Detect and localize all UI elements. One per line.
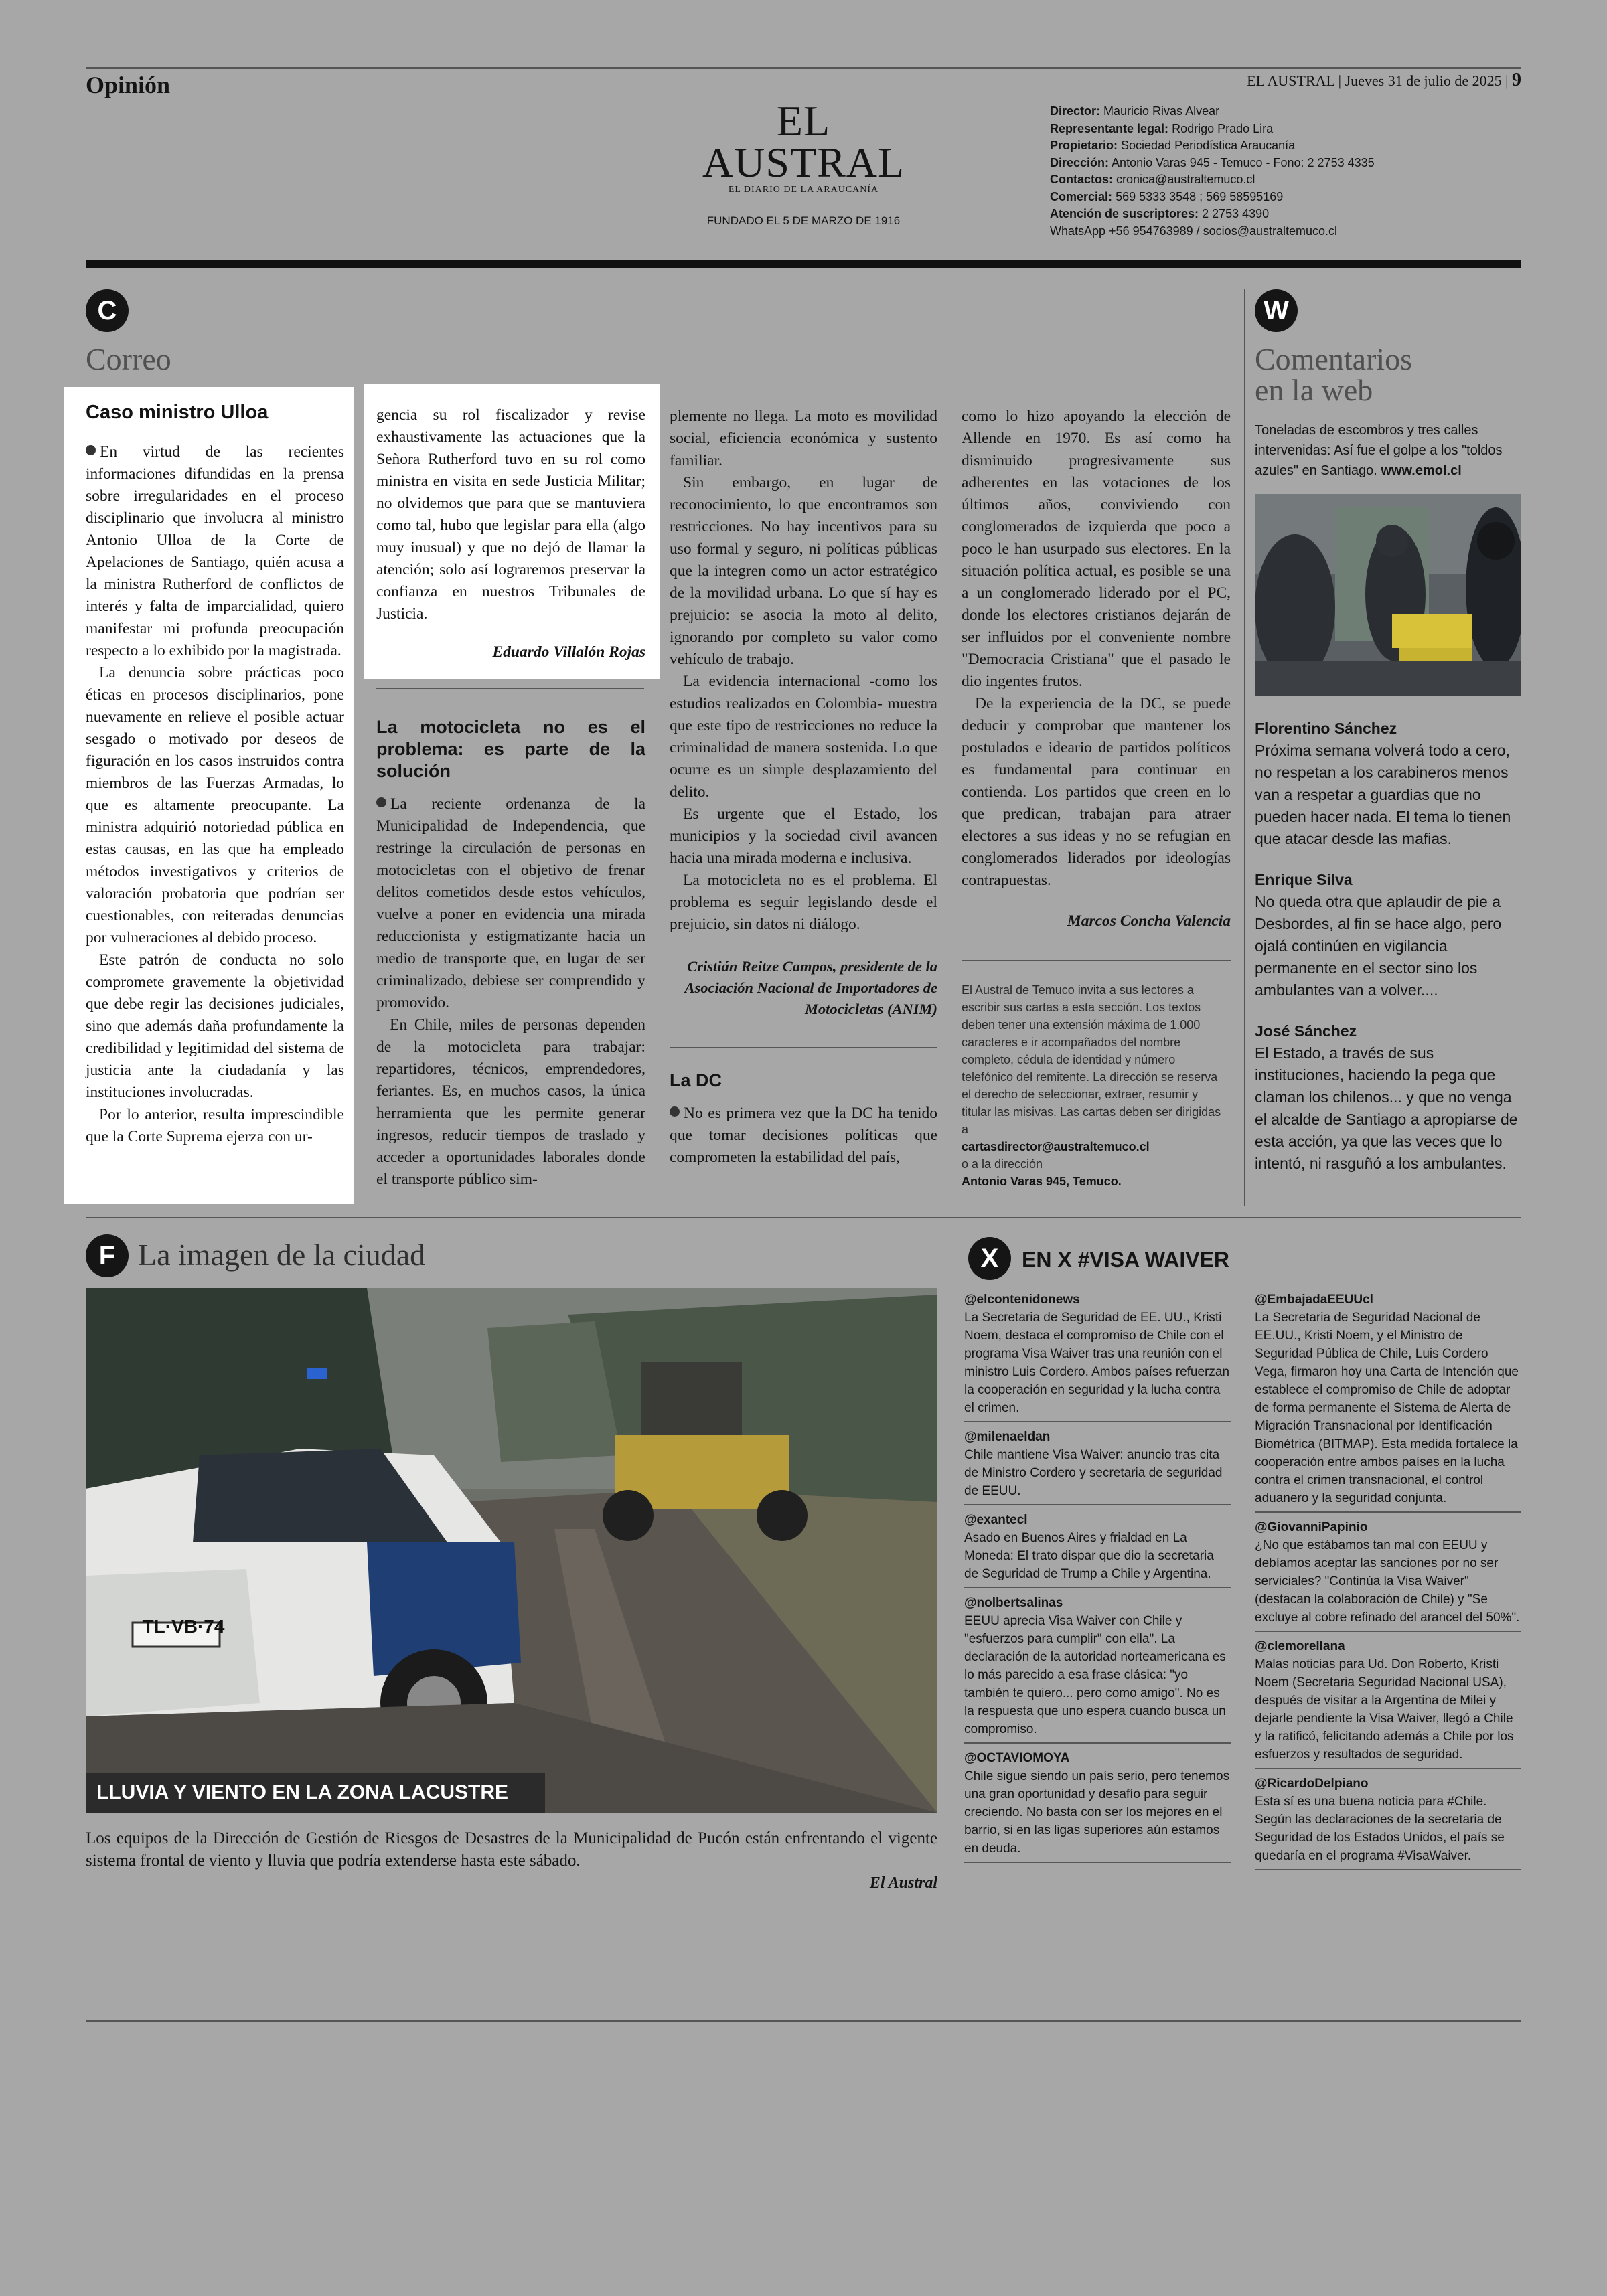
letter-ulloa-signature: Eduardo Villalón Rojas bbox=[492, 643, 645, 661]
photo-caption: Los equipos de la Dirección de Gestión de Riesgos de Desastres de la Municipalidad de Pucón están enfrentando el vigente sistema frontal de viento y lluvia que podría extenderse hasta este sábado. bbox=[86, 1829, 937, 1870]
tweet[interactable] bbox=[964, 1428, 1231, 1505]
divider bbox=[376, 688, 644, 689]
page-number: 9 bbox=[1512, 70, 1521, 90]
header-thick-rule bbox=[86, 260, 1521, 268]
tweet-handle: @clemorellana bbox=[1255, 1639, 1345, 1653]
x-column-left bbox=[964, 1291, 1231, 1868]
footer-rule bbox=[86, 2020, 1521, 2022]
tweet-handle: @milenaeldan bbox=[964, 1430, 1051, 1444]
tweet-handle: @exantecl bbox=[964, 1513, 1028, 1527]
staff-line: Dirección: Antonio Varas 945 - Temuco - Fono: 2 2753 4335 bbox=[1050, 155, 1375, 169]
comentarios-badge: W bbox=[1255, 289, 1298, 332]
section-divider bbox=[86, 1217, 1521, 1218]
tweet-handle: @OCTAVIOMOYA bbox=[964, 1751, 1070, 1765]
comment-text: No queda otra que aplaudir de pie a Desbordes, al fin se hace algo, pero ojalá continúen en vigilancia permanente en el sector sino los ambulantes van a volver.... bbox=[1255, 893, 1502, 999]
comment-author: José Sánchez bbox=[1255, 1022, 1357, 1040]
dateline-date: Jueves 31 de julio de 2025 bbox=[1345, 72, 1502, 89]
tweet[interactable] bbox=[964, 1511, 1231, 1588]
comentarios-list bbox=[1255, 718, 1521, 1194]
tweet[interactable] bbox=[964, 1749, 1231, 1863]
paragraph: De la experiencia de la DC, se puede deducir y comprobar que mantener los postulados e ideario de partidos políticos es fundamental para continuar en contienda. Los partidos que creen en lo que predican, trabajan para atraer electores a sus ideas y no se refugian en conglomerados liderados por ideologías contrapuestas. bbox=[962, 695, 1231, 889]
staff-line: WhatsApp +56 954763989 / socios@australtemuco.cl bbox=[1050, 224, 1338, 238]
column-divider bbox=[1244, 289, 1245, 1206]
paragraph: Por lo anterior, resulta imprescindible que la Corte Suprema ejerza con ur- bbox=[86, 1106, 344, 1145]
tweet-handle: @GiovanniPapinio bbox=[1255, 1520, 1368, 1534]
letter-ulloa-col2 bbox=[364, 384, 660, 679]
paragraph: Este patrón de conducta no solo compromete gravemente la objetividad que debe regir las decisiones judiciales, sino que además daña profundamente la credibilidad y legitimidad del sistema de justicia ante la ciudadanía y las instituciones involucradas. bbox=[86, 951, 344, 1101]
dateline: EL AUSTRAL | Jueves 31 de julio de 2025 | 9 bbox=[1247, 70, 1521, 90]
bullet-icon bbox=[86, 445, 96, 455]
letters-address: Antonio Varas 945, Temuco. bbox=[962, 1175, 1122, 1188]
paragraph: Es urgente que el Estado, los municipios y la sociedad civil avancen hacia una mirada moderna e inclusiva. bbox=[670, 805, 937, 867]
tweet-text: Chile sigue siendo un país serio, pero tenemos una gran oportunidad y desafío para seguir creciendo. No basta con ser los mejores en el barrio, si en las ligas superiores aún estamos en deuda. bbox=[964, 1769, 1230, 1856]
staff-line: Propietario: Sociedad Periodística Araucanía bbox=[1050, 139, 1296, 152]
tweet-text: Asado en Buenos Aires y frialdad en La Moneda: El trato dispar que dio la secretaria de Seguridad de Trump a Chile y Argentina. bbox=[964, 1531, 1214, 1581]
paragraph: En Chile, miles de personas dependen de la motocicleta para trabajar: repartidores, técnicos, emprendedores, feriantes. Es, en muchos casos, la única herramienta que les permite generar ingresos, reducir tiempos de traslado y acceder a oportunidades laborales donde el transporte público sim- bbox=[376, 1016, 645, 1188]
letter-ulloa-headline: Caso ministro Ulloa bbox=[86, 402, 269, 423]
dateline-paper: EL AUSTRAL bbox=[1247, 72, 1335, 89]
header-rule bbox=[86, 67, 1521, 69]
license-plate: TL·VB·74 bbox=[142, 1616, 225, 1637]
divider bbox=[962, 960, 1231, 961]
tweet-text: Malas noticias para Ud. Don Roberto, Kristi Noem (Secretaria Seguridad Nacional USA), después de visitar a la Argentina de Milei y dejarle pendiente la Visa Waiver, llegó a Chile y la ratificó, felicitando además a Chile por los esfuerzos y resultados de seguridad. bbox=[1255, 1657, 1514, 1762]
paragraph: La evidencia internacional -como los estudios realizados en Colombia- muestra que este tipo de restricciones no reduce la criminalidad de manera sostenida. Lo que ocurre es un simple desplazamiento del delito. bbox=[670, 673, 937, 801]
letters-email[interactable]: cartasdirector@australtemuco.cl bbox=[962, 1140, 1150, 1153]
tweet-handle: @nolbertsalinas bbox=[964, 1596, 1063, 1610]
correo-title: Correo bbox=[86, 342, 171, 376]
paragraph: La motocicleta no es el problema. El problema es seguir legislando desde el prejuicio, sin datos ni diálogo. bbox=[670, 872, 937, 933]
comentarios-site[interactable]: www.emol.cl bbox=[1381, 463, 1462, 478]
tweet-text: EEUU aprecia Visa Waiver con Chile y "esfuerzos para cumplir" con ella". La declaración de la autoridad norteamericana es lo más parecido a esa frase clásica: "yo también te quiero... pero como amigo". No es la respuesta que uno espera cuando busca un compromiso. bbox=[964, 1614, 1226, 1736]
paragraph: En virtud de las recientes informaciones difundidas en la prensa sobre irregularidades en el proceso disciplinario que involucra al ministro Antonio Ulloa de la Corte de Apelaciones de Santiago, quién acusa a la ministra Rutherford de conflictos de interés y falta de imparcialidad, quiero manifestar mi profunda preocupación respecto a lo exhibido por la magistrada. bbox=[86, 443, 344, 659]
paragraph: como lo hizo apoyando la elección de Allende en 1970. Es así como ha disminuido progresivamente sus adherentes en las votaciones de los últimos años, conviviendo con conglomerados de izquierda que poco a poco le han usurpado sus electores. En la situación política actual, es posible se una a un conglomerado liderado por el PC, donde los electores cristianos dejarán de ser influidos por el conveniente nombre "Democracia Cristiana" que el pasado le dio ingentes frutos. bbox=[962, 408, 1231, 690]
photo-credit: El Austral bbox=[869, 1874, 937, 1892]
paragraph: plemente no llega. La moto es movilidad social, eficiencia económica y sustento familiar. bbox=[670, 408, 937, 469]
comentarios-title: Comentarios en la web bbox=[1255, 342, 1413, 407]
comentarios-photo bbox=[1255, 494, 1521, 696]
comment-text: El Estado, a través de sus instituciones, haciendo la pega que claman los chilenos... y que no venga el alcalde de Santiago a apropiarse de esta acción, ya que las veces que lo intentó, ni rasguñó a los ambulantes. bbox=[1255, 1044, 1518, 1172]
letter-moto-col1 bbox=[376, 716, 645, 1191]
bullet-icon bbox=[670, 1106, 680, 1117]
tweet-text: La Secretaria de Seguridad Nacional de EE.UU., Kristi Noem, y el Ministro de Seguridad Pública de Chile, Luis Cordero Vega, firmaron hoy una Carta de Intención que establece el compromiso de Chile de adoptar de forma permanente el Sistema de Alerta de Migración Transnacional por Identificación Biométrica (BITMAP). Esta medida fortalece la cooperación entre ambos países en la lucha contra el crimen transnacional, el control aduanero y la seguridad conjunta. bbox=[1255, 1311, 1519, 1505]
tweet-text: Esta sí es una buena noticia para #Chile. Según las declaraciones de la secretaria de Seguridad de los Estados Unidos, el país se quedaría en el programa #VisaWaiver. bbox=[1255, 1795, 1505, 1863]
staff-line: Comercial: 569 5333 3548 ; 569 58595169 bbox=[1050, 189, 1284, 203]
tweet-text: Chile mantiene Visa Waiver: anuncio tras cita de Ministro Cordero y secretaria de seguridad de EEUU. bbox=[964, 1448, 1223, 1498]
staff-line: Representante legal: Rodrigo Prado Lira bbox=[1050, 121, 1274, 135]
tweet-text: ¿No que estábamos tan mal con EEUU y debíamos aceptar las sanciones por no ser serviciales? "Continúa la Visa Waiver" (destacan la colaboración de Chile) y "Se excluye al cobre refinado del arancel del 50%". bbox=[1255, 1538, 1520, 1625]
city-photo bbox=[86, 1288, 937, 1813]
comment-author: Enrique Silva bbox=[1255, 871, 1353, 888]
staff-line: Atención de suscriptores: 2 2753 4390 bbox=[1050, 207, 1270, 220]
tweet-handle: @elcontenidonews bbox=[964, 1293, 1080, 1307]
comment-author: Florentino Sánchez bbox=[1255, 720, 1397, 737]
comentarios-lead: Toneladas de escombros y tres calles intervenidas: Así fue el golpe a los "toldos azules" en Santiago. www.emol.cl bbox=[1255, 423, 1503, 478]
founded-date: FUNDADO EL 5 DE MARZO DE 1916 bbox=[706, 214, 901, 227]
comment-item bbox=[1255, 869, 1521, 1001]
masthead-tagline: EL DIARIO DE LA ARAUCANÍA bbox=[728, 185, 879, 195]
divider bbox=[670, 1047, 937, 1048]
x-badge: X bbox=[968, 1237, 1011, 1280]
letters-notice: El Austral de Temuco invita a sus lectores a escribir sus cartas a esta sección. Los textos deben tener una extensión máxima de 1.000 caracteres e ir acompañados del nombre completo, cédula de identidad y número telefónico del remitente. La dirección se reserva el derecho de seleccionar, extraer, resumir y titular las misivas. Las cartas deben ser dirigidas a cartasdirector@australtemuco.cl o a la dirección Antonio Varas 945, Temuco. bbox=[962, 981, 1229, 1190]
paragraph: No es primera vez que la DC ha tenido que tomar decisiones políticas que comprometen la estabilidad del país, bbox=[670, 1104, 937, 1166]
letter-moto-signature: Cristián Reitze Campos, presidente de la Asociación Nacional de Importadores de Motocicletas (ANIM) bbox=[684, 958, 937, 1017]
comment-text: Próxima semana volverá todo a cero, no respetan a los carabineros menos van a respetar a guardias que no pueden hacer nada. El tema lo tienen que atacar desde las mafias. bbox=[1255, 742, 1511, 847]
paragraph: Sin embargo, en lugar de reconocimiento, lo que encontramos son restricciones. No hay incentivos para su uso formal y seguro, ni políticas públicas que la integren como un actor estratégico de la movilidad urbana. Lo que sí hay es prejuicio: se asocia la moto al delito, ignorando por completo su valor como vehículo de trabajo. bbox=[670, 474, 937, 668]
paragraph: gencia su rol fiscalizador y revise exhaustivamente las actuaciones que la Señora Rutherford tuvo en su rol como ministra en visita en sede Justicia Militar; no olvidemos que para que se mantuviera como tal, hubo que legislar para ella (algo muy inusual) y que no dejó de llamar la atención; solo así lograremos preservar la confianza en nuestros Tribunales de Justicia. bbox=[376, 406, 645, 623]
staff-box bbox=[1050, 103, 1375, 240]
letter-dc-col2 bbox=[962, 406, 1231, 932]
masthead[interactable] bbox=[690, 97, 917, 228]
tweet[interactable] bbox=[1255, 1518, 1521, 1632]
tweet[interactable] bbox=[964, 1594, 1231, 1744]
letter-ulloa-col1 bbox=[64, 387, 354, 1204]
tweet[interactable] bbox=[964, 1291, 1231, 1422]
staff-line: Director: Mauricio Rivas Alvear bbox=[1050, 104, 1220, 118]
section-title: Opinión bbox=[86, 72, 171, 98]
correo-badge: C bbox=[86, 289, 129, 332]
tweet[interactable] bbox=[1255, 1637, 1521, 1769]
masthead-name: EL AUSTRAL bbox=[702, 97, 905, 186]
comment-item bbox=[1255, 1020, 1521, 1175]
tweet[interactable] bbox=[1255, 1775, 1521, 1870]
letter-moto-headline: La motocicleta no es el problema: es parte de la solución bbox=[376, 717, 645, 781]
staff-line: Contactos: cronica@australtemuco.cl bbox=[1050, 173, 1255, 186]
bullet-icon bbox=[376, 797, 386, 807]
photo-label: LLUVIA Y VIENTO EN LA ZONA LACUSTRE bbox=[86, 1773, 545, 1813]
x-title: EN X #VISA WAIVER bbox=[1022, 1248, 1229, 1272]
tweet-handle: @EmbajadaEEUUcl bbox=[1255, 1293, 1373, 1307]
letter-dc-headline: La DC bbox=[670, 1070, 722, 1090]
letter-dc-col1 bbox=[670, 1070, 937, 1169]
paragraph: La denuncia sobre prácticas poco éticas en procesos disciplinarios, pone nuevamente en relieve el posible actuar sesgado o motivado por deseos de figuración en los casos instruidos contra miembros de las Fuerzas Armadas, lo que es altamente preocupante. La ministra adquirió notoriedad pública en estas causas, en las que ha empleado métodos investigativos y criterios de valoración probatoria que podrían ser cuestionables, con reiteradas denuncias por vulneraciones al debido proceso. bbox=[86, 664, 344, 947]
tweet[interactable] bbox=[1255, 1291, 1521, 1513]
paragraph: La reciente ordenanza de la Municipalidad de Independencia, que restringe la circulación de personas en motocicletas con el objetivo de frenar delitos cometidos desde estos vehículos, vuelve a poner en evidencia una mirada reduccionista y estigmatizante hacia un medio de transporte que, en lugar de ser criminalizado, debiese ser comprendido y promovido. bbox=[376, 795, 645, 1011]
x-column-right bbox=[1255, 1291, 1521, 1876]
tweet-text: La Secretaria de Seguridad de EE. UU., Kristi Noem, destaca el compromiso de Chile con el programa Visa Waiver tras una reunión con el ministro Luis Cordero. Ambos países refuerzan la cooperación en seguridad y la lucha contra el crimen. bbox=[964, 1311, 1230, 1415]
imagen-badge: F bbox=[86, 1234, 129, 1277]
letter-dc-signature: Marcos Concha Valencia bbox=[1067, 912, 1231, 930]
tweet-handle: @RicardoDelpiano bbox=[1255, 1777, 1369, 1791]
imagen-title: La imagen de la ciudad bbox=[138, 1238, 426, 1272]
letter-moto-col2 bbox=[670, 406, 937, 1020]
comment-item bbox=[1255, 718, 1521, 850]
